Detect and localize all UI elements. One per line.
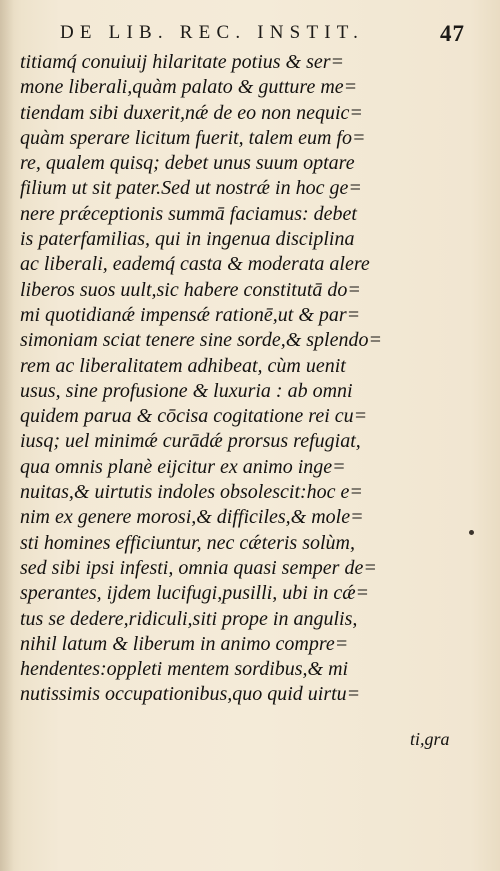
- text-line: titiamq́ conuiuij hilaritate potius & ser=: [20, 51, 345, 73]
- text-line: liberos suos uult,sic habere constitutā do=: [20, 278, 361, 301]
- text-line: tus se dedere,ridiculi,siti prope in angulis,: [20, 607, 358, 630]
- text-line: nim ex genere morosi,& difficiles,& mole=: [20, 506, 364, 529]
- body-text: [20, 50, 435, 708]
- text-line: ac liberali, eademq́ casta & moderata alere: [20, 253, 370, 276]
- running-head: DE LIB. REC. INSTIT.: [60, 22, 365, 43]
- text-line: mi quotidianǽ impensǽ rationē,ut & par=: [20, 303, 361, 326]
- text-line: tiendam sibi duxerit,nǽ de eo non nequic=: [20, 101, 363, 124]
- text-line: nuitas,& uirtutis indoles obsolescit:hoc e=: [20, 481, 363, 504]
- page-number: 47: [440, 21, 465, 46]
- gutter-shadow: [0, 0, 14, 871]
- text-line: quàm sperare licitum fuerit, talem eum fo=: [20, 126, 366, 149]
- text-line: sti homines efficiuntur, nec cǽteris solùm,: [20, 531, 355, 554]
- text-line: re, qualem quisq; debet unus suum optare: [20, 152, 355, 175]
- text-line: quidem parua & cōcisa cogitatione rei cu=: [20, 405, 368, 428]
- text-line: is paterfamilias, qui in ingenua disciplina: [20, 228, 355, 251]
- text-line: nutissimis occupationibus,quo quid uirtu=: [20, 683, 361, 706]
- text-line: sperantes, ijdem lucifugi,pusilli, ubi in cǽ=: [20, 582, 370, 605]
- text-line: qua omnis planè eijcitur ex animo inge=: [20, 455, 346, 478]
- text-line: simoniam sciat tenere sine sorde,& splendo=: [20, 329, 382, 352]
- text-line: sed sibi ipsi infesti, omnia quasi semper de=: [20, 556, 377, 579]
- text-line: usus, sine profusione & luxuria : ab omni: [20, 379, 353, 402]
- text-line: nere prǽceptionis summā faciamus: debet: [20, 202, 357, 225]
- margin-mark: [469, 530, 474, 535]
- text-line: nihil latum & liberum in animo compre=: [20, 632, 349, 655]
- text-line: filium ut sit pater.Sed ut nostrǽ in hoc ge=: [20, 177, 362, 200]
- text-line: rem ac liberalitatem adhibeat, cùm uenit: [20, 354, 346, 377]
- text-line: iusq; uel minimǽ curādǽ prorsus refugiat,: [20, 430, 361, 453]
- text-line: hendentes:oppleti mentem sordibus,& mi: [20, 658, 349, 681]
- catchword: ti,gra: [410, 729, 450, 749]
- text-line: mone liberali,quàm palato & gutture me=: [20, 76, 358, 99]
